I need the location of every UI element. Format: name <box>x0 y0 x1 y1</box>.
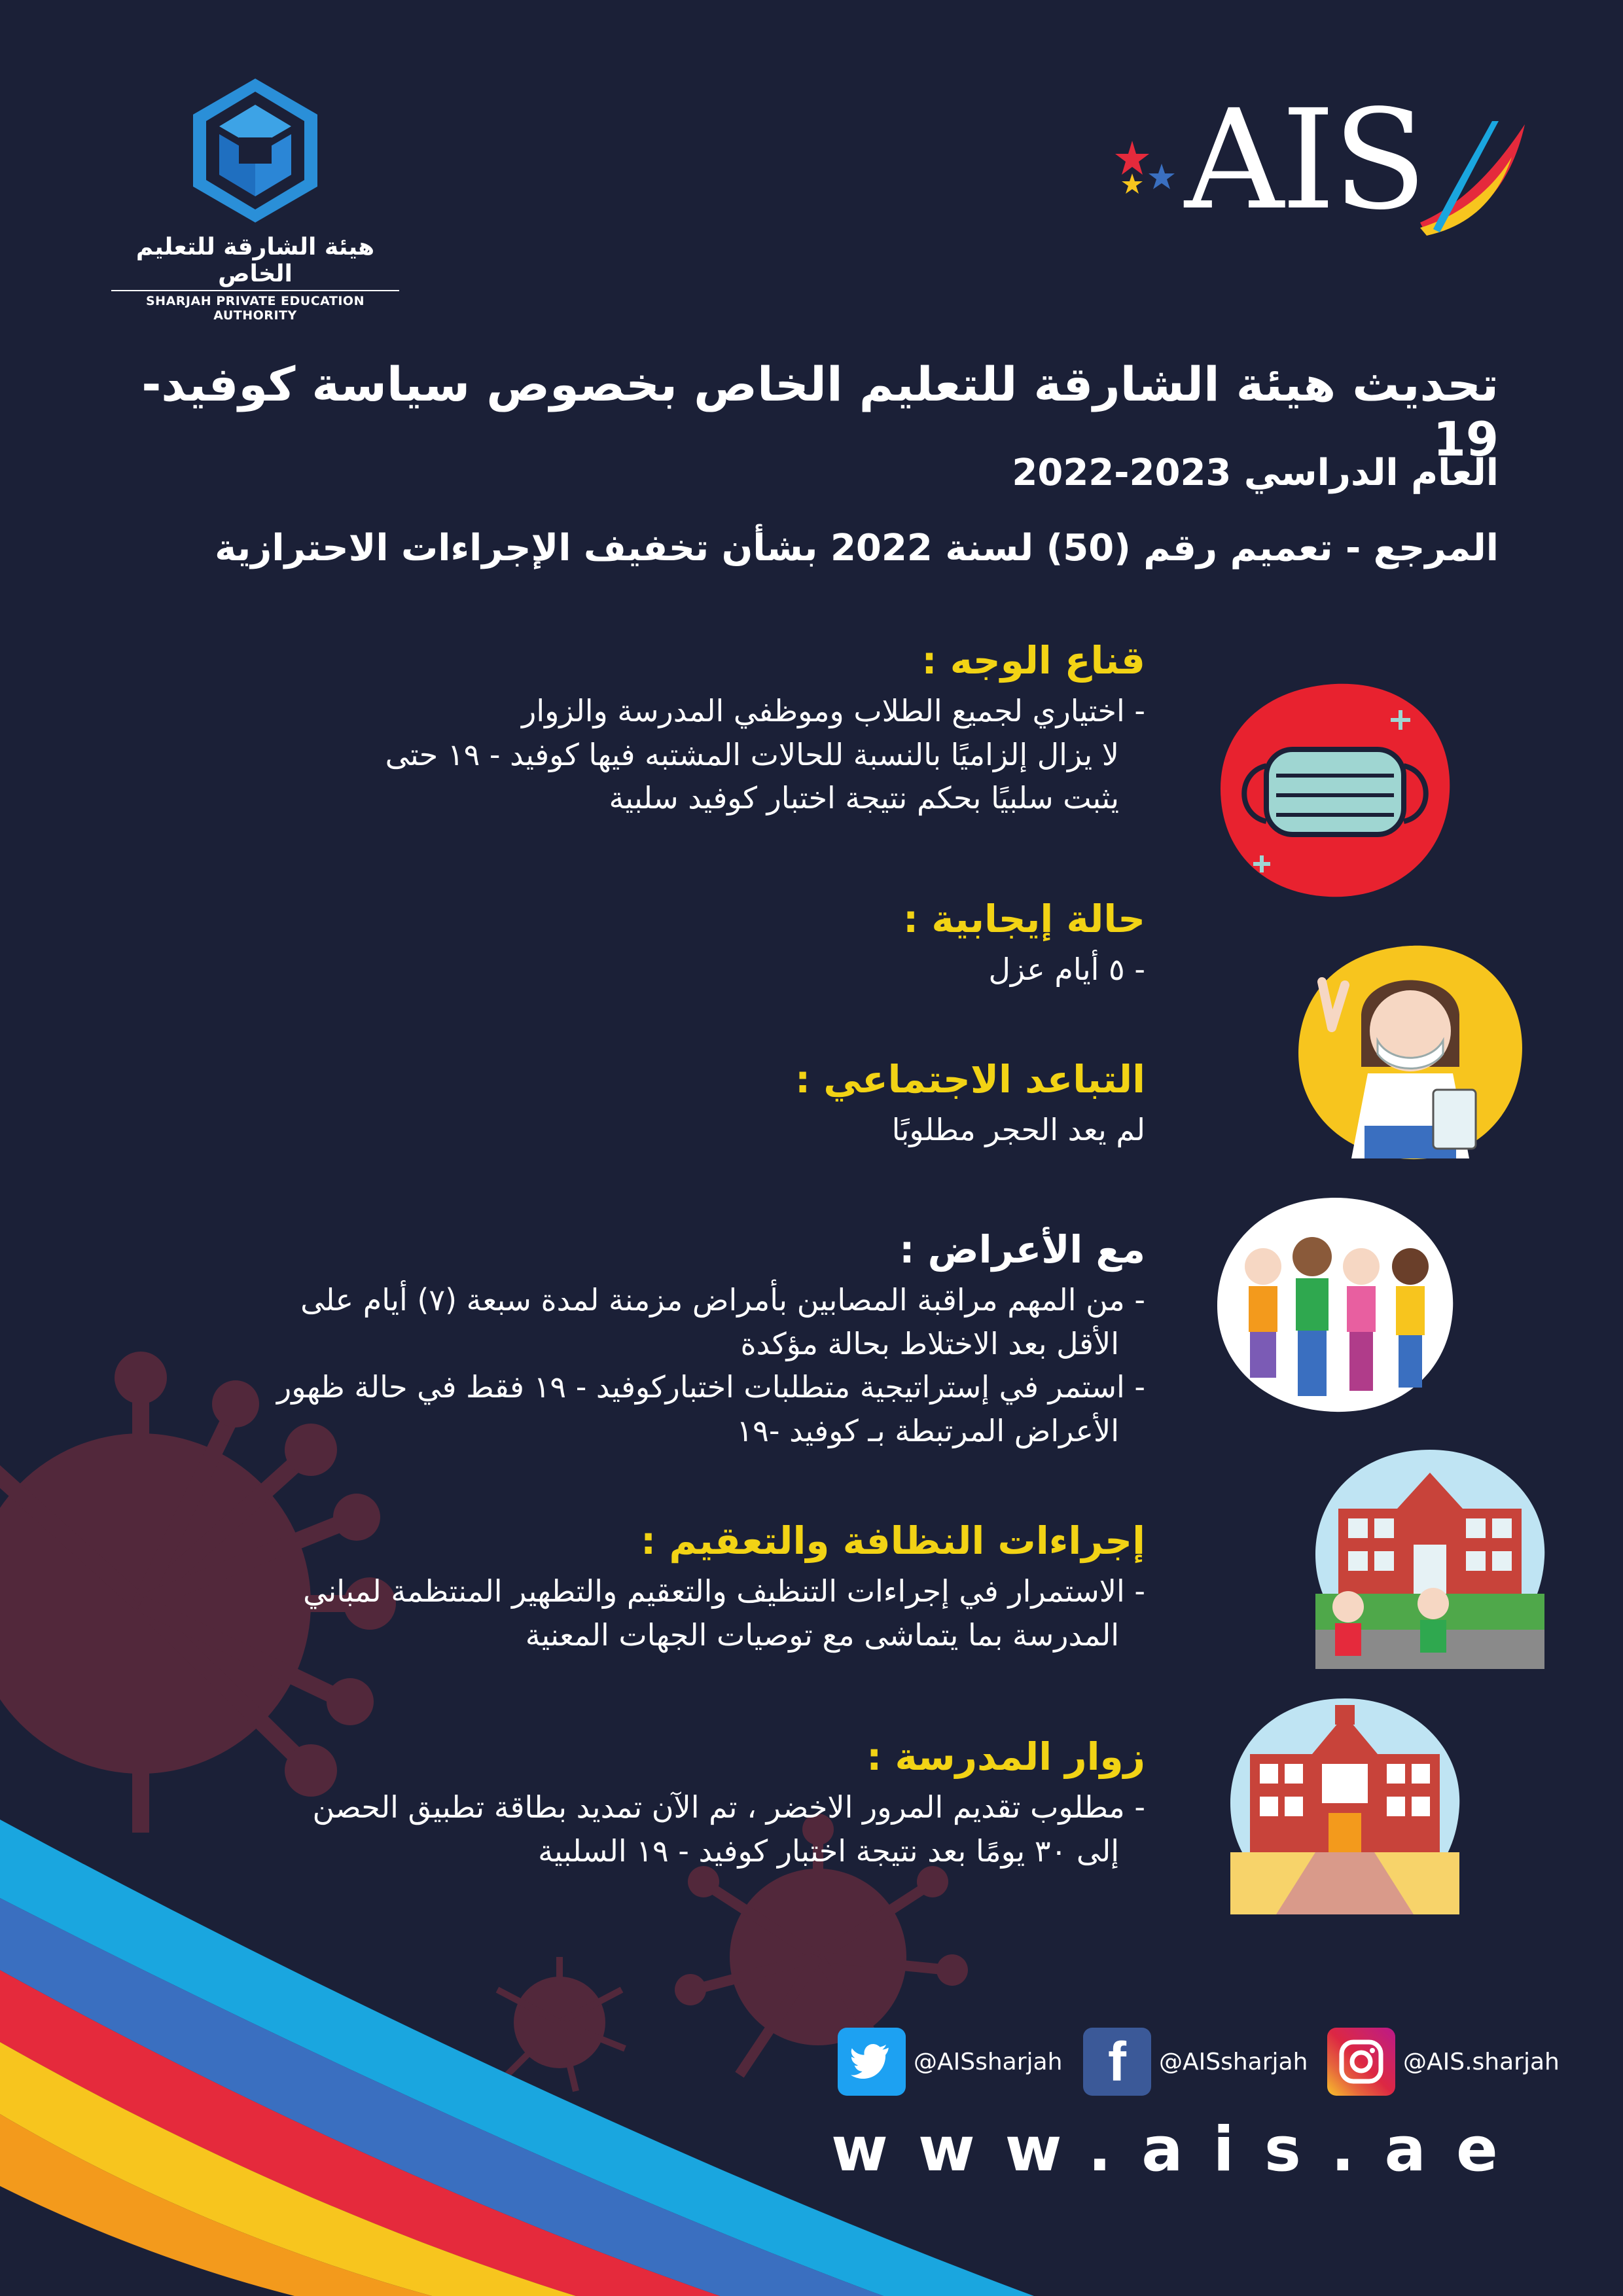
section-social-distancing <box>33 1057 1145 1152</box>
section-body <box>33 1108 1145 1152</box>
twitter-handle: @AISsharjah <box>914 2048 1063 2075</box>
section-line: المدرسة بما يتماشى مع توصيات الجهات المعنية <box>525 1617 1119 1653</box>
school-building-icon <box>1224 1695 1466 1918</box>
masked-child-icon <box>1293 942 1528 1165</box>
reference-line: المرجع - تعميم رقم (50) لسنة 2022 بشأن تخفيف الإجراءات الاحترازية <box>215 527 1499 569</box>
stars-icon <box>1113 137 1185 209</box>
section-line: - الاستمرار في إجراءات التنظيف والتعقيم والتطهير المنتظمة لمباني <box>303 1573 1145 1609</box>
section-line: - استمر في إستراتيجية متطلبات اختباركوفيد - ١٩ فقط في حالة ظهور <box>276 1369 1145 1405</box>
twitter-icon <box>838 2028 906 2096</box>
section-body <box>33 948 1145 992</box>
section-line: - مطلوب تقديم المرور الاخضر ، تم الآن تمديد بطاقة تطبيق الحصن <box>312 1789 1145 1825</box>
spea-english-name: SHARJAH PRIVATE EDUCATION AUTHORITY <box>111 290 399 323</box>
section-line: يثبت سلبيًا بحكم نتيجة اختبار كوفيد سلبية <box>609 780 1119 816</box>
ais-logo <box>1113 80 1531 249</box>
section-line: - من المهم مراقبة المصابين بأمراض مزمنة لمدة سبعة (٧) أيام على <box>300 1282 1145 1318</box>
ais-logo-text: AIS <box>1185 80 1425 240</box>
section-face-mask <box>33 638 1145 820</box>
virus-small-icon <box>497 1957 625 2091</box>
children-group-icon <box>1211 1194 1459 1417</box>
section-title: قناع الوجه : <box>921 638 1145 683</box>
section-visitors <box>33 1734 1145 1873</box>
section-positive-case <box>33 897 1145 992</box>
academic-year: العام الدراسي 2023-2022 <box>1012 452 1499 494</box>
page-title: تحديث هيئة الشارقة للتعليم الخاص بخصوص سياسة كوفيد- 19 <box>141 357 1499 467</box>
instagram-icon <box>1327 2028 1395 2096</box>
social-twitter[interactable] <box>838 2026 1062 2098</box>
section-line: لم يعد الحجر مطلوبًا <box>891 1112 1145 1147</box>
section-title: مع الأعراض : <box>899 1227 1145 1272</box>
section-line: الأقل بعد الاختلاط بحالة مؤكدة <box>740 1325 1119 1361</box>
section-line: إلى ٣٠ يومًا بعد نتيجة اختبار كوفيد - ١٩ السلبية <box>538 1833 1119 1869</box>
spea-logo <box>111 75 399 323</box>
section-hygiene <box>33 1518 1145 1657</box>
social-instagram[interactable] <box>1327 2026 1560 2098</box>
section-line: الأعراض المرتبطة بـ كوفيد -١٩ <box>736 1413 1119 1449</box>
section-title: حالة إيجابية : <box>903 897 1145 941</box>
social-facebook[interactable] <box>1083 2026 1308 2098</box>
school-cleaning-icon <box>1309 1446 1551 1669</box>
section-with-symptoms <box>33 1227 1145 1453</box>
spea-arabic-name: هيئة الشارقة للتعليم الخاص <box>135 234 375 287</box>
section-title: التباعد الاجتماعي : <box>795 1057 1145 1102</box>
section-title: زوار المدرسة : <box>866 1734 1145 1779</box>
facebook-icon: f <box>1083 2028 1151 2096</box>
section-line: - اختياري لجميع الطلاب وموظفي المدرسة والزوار <box>522 693 1145 728</box>
section-body <box>33 689 1145 820</box>
ais-swoosh-icon <box>1400 111 1531 242</box>
section-line: لا يزال إلزاميًا بالنسبة للحالات المشتبه فيها كوفيد - ١٩ حتى <box>385 736 1119 772</box>
section-line: - ٥ أيام عزل <box>988 952 1145 987</box>
face-mask-icon <box>1217 681 1459 903</box>
section-body <box>33 1785 1145 1873</box>
section-title: إجراءات النظافة والتعقيم : <box>640 1518 1145 1563</box>
spea-hexagon-icon <box>187 75 324 226</box>
facebook-handle: @AISsharjah <box>1159 2048 1308 2075</box>
instagram-handle: @AIS.sharjah <box>1403 2048 1560 2075</box>
section-body <box>33 1570 1145 1657</box>
website-url[interactable]: www.ais.ae <box>831 2114 1528 2185</box>
section-body <box>33 1278 1145 1453</box>
